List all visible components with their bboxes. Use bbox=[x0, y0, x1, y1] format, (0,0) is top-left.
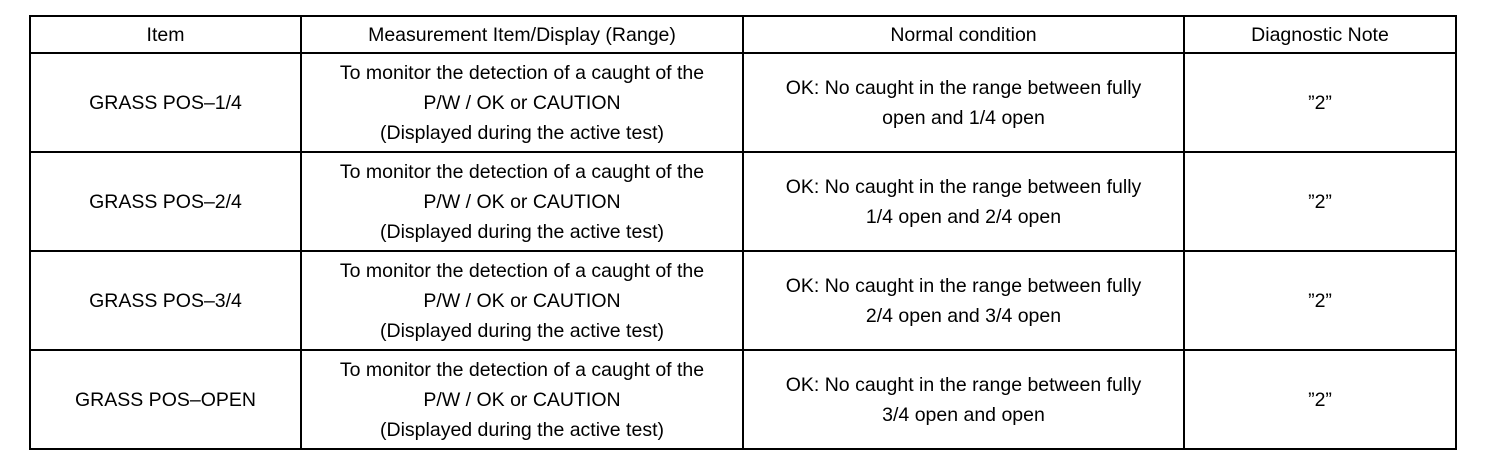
table-body bbox=[30, 53, 1456, 449]
normal-condition-line: open and 1/4 open bbox=[882, 106, 1045, 129]
measurement-line: P/W / OK or CAUTION bbox=[423, 190, 621, 213]
measurement-line: To monitor the detection of a caught of the bbox=[339, 259, 705, 282]
diagnostic-note-cell: ”2” bbox=[1184, 53, 1456, 152]
header-row bbox=[30, 16, 1456, 53]
measurement-line: P/W / OK or CAUTION bbox=[423, 91, 621, 114]
measurement-line: (Displayed during the active test) bbox=[380, 418, 664, 441]
table-row bbox=[30, 152, 1456, 251]
item-cell: GRASS POS–3/4 bbox=[30, 251, 301, 350]
measurement-line: (Displayed during the active test) bbox=[380, 220, 664, 243]
measurement-line: (Displayed during the active test) bbox=[380, 319, 664, 342]
measurement-line: To monitor the detection of a caught of the bbox=[339, 358, 705, 381]
normal-condition-line: OK: No caught in the range between fully bbox=[785, 373, 1142, 396]
normal-condition-cell bbox=[743, 251, 1184, 350]
measurement-line: P/W / OK or CAUTION bbox=[423, 289, 621, 312]
table-row bbox=[30, 251, 1456, 350]
table-row bbox=[30, 350, 1456, 449]
diagnostic-note-cell: ”2” bbox=[1184, 350, 1456, 449]
normal-condition-line: OK: No caught in the range between fully bbox=[785, 76, 1142, 99]
header-measurement: Measurement Item/Display (Range) bbox=[301, 16, 743, 53]
measurement-cell bbox=[301, 53, 743, 152]
measurement-line: To monitor the detection of a caught of the bbox=[339, 160, 705, 183]
item-cell: GRASS POS–1/4 bbox=[30, 53, 301, 152]
diagnostic-data-table bbox=[29, 15, 1457, 450]
item-cell: GRASS POS–OPEN bbox=[30, 350, 301, 449]
normal-condition-line: OK: No caught in the range between fully bbox=[785, 274, 1142, 297]
table-header bbox=[30, 16, 1456, 53]
normal-condition-line: 2/4 open and 3/4 open bbox=[865, 304, 1062, 327]
table-row bbox=[30, 53, 1456, 152]
normal-condition-line: 3/4 open and open bbox=[882, 403, 1045, 426]
normal-condition-line: 1/4 open and 2/4 open bbox=[865, 205, 1062, 228]
diagnostic-note-cell: ”2” bbox=[1184, 251, 1456, 350]
header-diagnostic-note: Diagnostic Note bbox=[1184, 16, 1456, 53]
item-cell: GRASS POS–2/4 bbox=[30, 152, 301, 251]
normal-condition-cell bbox=[743, 350, 1184, 449]
normal-condition-cell bbox=[743, 53, 1184, 152]
measurement-cell bbox=[301, 350, 743, 449]
measurement-line: To monitor the detection of a caught of the bbox=[339, 61, 705, 84]
normal-condition-line: OK: No caught in the range between fully bbox=[785, 175, 1142, 198]
measurement-cell bbox=[301, 152, 743, 251]
header-item: Item bbox=[30, 16, 301, 53]
measurement-line: P/W / OK or CAUTION bbox=[423, 388, 621, 411]
measurement-line: (Displayed during the active test) bbox=[380, 121, 664, 144]
header-normal-condition: Normal condition bbox=[743, 16, 1184, 53]
diagnostic-note-cell: ”2” bbox=[1184, 152, 1456, 251]
measurement-cell bbox=[301, 251, 743, 350]
normal-condition-cell bbox=[743, 152, 1184, 251]
